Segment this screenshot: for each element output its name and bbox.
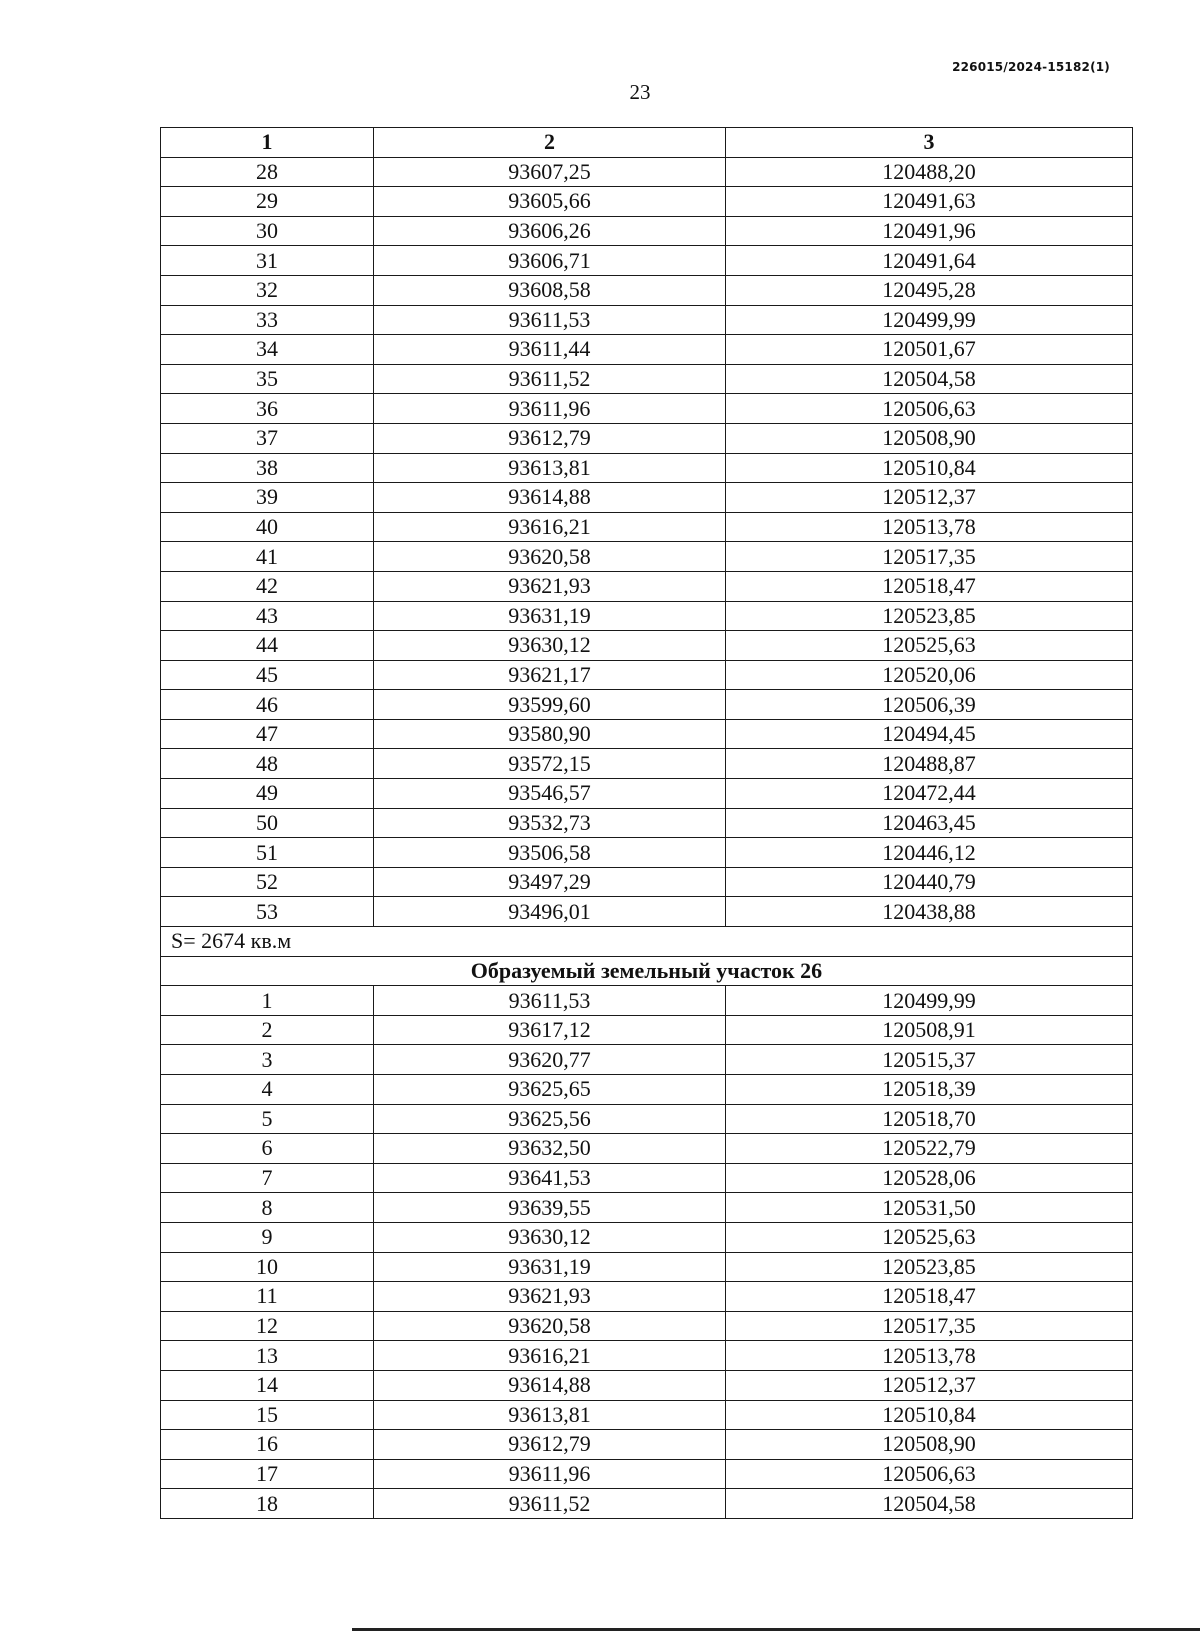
y-coordinate-cell: 120446,12 — [726, 838, 1133, 868]
x-coordinate-cell: 93606,26 — [374, 216, 726, 246]
table-row — [161, 542, 1133, 572]
y-coordinate-cell: 120495,28 — [726, 275, 1133, 305]
y-coordinate-cell: 120506,39 — [726, 690, 1133, 720]
point-number-cell: 30 — [161, 216, 374, 246]
point-number-cell: 35 — [161, 364, 374, 394]
point-number-cell: 16 — [161, 1430, 374, 1460]
x-coordinate-cell: 93632,50 — [374, 1134, 726, 1164]
point-number-cell: 51 — [161, 838, 374, 868]
x-coordinate-cell: 93580,90 — [374, 719, 726, 749]
y-coordinate-cell: 120440,79 — [726, 867, 1133, 897]
x-coordinate-cell: 93641,53 — [374, 1163, 726, 1193]
column-header-x: 2 — [374, 128, 726, 158]
x-coordinate-cell: 93613,81 — [374, 1400, 726, 1430]
y-coordinate-cell: 120472,44 — [726, 779, 1133, 809]
table-row — [161, 1430, 1133, 1460]
table-row — [161, 1282, 1133, 1312]
table-row — [161, 601, 1133, 631]
x-coordinate-cell: 93611,96 — [374, 394, 726, 424]
y-coordinate-cell: 120522,79 — [726, 1134, 1133, 1164]
x-coordinate-cell: 93612,79 — [374, 423, 726, 453]
x-coordinate-cell: 93611,53 — [374, 986, 726, 1016]
table-row — [161, 690, 1133, 720]
x-coordinate-cell: 93616,21 — [374, 512, 726, 542]
point-number-cell: 37 — [161, 423, 374, 453]
table-row — [161, 808, 1133, 838]
y-coordinate-cell: 120499,99 — [726, 986, 1133, 1016]
point-number-cell: 7 — [161, 1163, 374, 1193]
document-id: 226015/2024-15182(1) — [952, 60, 1110, 74]
table-row — [161, 1045, 1133, 1075]
x-coordinate-cell: 93625,56 — [374, 1104, 726, 1134]
y-coordinate-cell: 120518,47 — [726, 1282, 1133, 1312]
table-row — [161, 364, 1133, 394]
x-coordinate-cell: 93631,19 — [374, 601, 726, 631]
table-row — [161, 157, 1133, 187]
x-coordinate-cell: 93546,57 — [374, 779, 726, 809]
point-number-cell: 32 — [161, 275, 374, 305]
scan-edge-line — [352, 1628, 1200, 1631]
table-row — [161, 1075, 1133, 1105]
y-coordinate-cell: 120528,06 — [726, 1163, 1133, 1193]
table-row — [161, 1252, 1133, 1282]
y-coordinate-cell: 120488,20 — [726, 157, 1133, 187]
point-number-cell: 29 — [161, 187, 374, 217]
table-row — [161, 453, 1133, 483]
y-coordinate-cell: 120504,58 — [726, 364, 1133, 394]
x-coordinate-cell: 93497,29 — [374, 867, 726, 897]
y-coordinate-cell: 120525,63 — [726, 631, 1133, 661]
table-row — [161, 660, 1133, 690]
point-number-cell: 36 — [161, 394, 374, 424]
table-row — [161, 275, 1133, 305]
table-row — [161, 719, 1133, 749]
x-coordinate-cell: 93620,58 — [374, 542, 726, 572]
y-coordinate-cell: 120501,67 — [726, 335, 1133, 365]
table-row — [161, 483, 1133, 513]
point-number-cell: 50 — [161, 808, 374, 838]
point-number-cell: 3 — [161, 1045, 374, 1075]
table-row — [161, 1193, 1133, 1223]
point-number-cell: 15 — [161, 1400, 374, 1430]
y-coordinate-cell: 120510,84 — [726, 453, 1133, 483]
y-coordinate-cell: 120510,84 — [726, 1400, 1133, 1430]
y-coordinate-cell: 120508,90 — [726, 1430, 1133, 1460]
x-coordinate-cell: 93630,12 — [374, 631, 726, 661]
point-number-cell: 28 — [161, 157, 374, 187]
point-number-cell: 12 — [161, 1311, 374, 1341]
y-coordinate-cell: 120513,78 — [726, 1341, 1133, 1371]
x-coordinate-cell: 93620,58 — [374, 1311, 726, 1341]
point-number-cell: 39 — [161, 483, 374, 513]
point-number-cell: 31 — [161, 246, 374, 276]
x-coordinate-cell: 93611,96 — [374, 1459, 726, 1489]
coordinates-table-body — [161, 128, 1133, 1519]
x-coordinate-cell: 93621,17 — [374, 660, 726, 690]
point-number-cell: 2 — [161, 1015, 374, 1045]
point-number-cell: 4 — [161, 1075, 374, 1105]
point-number-cell: 49 — [161, 779, 374, 809]
table-row — [161, 187, 1133, 217]
y-coordinate-cell: 120494,45 — [726, 719, 1133, 749]
point-number-cell: 9 — [161, 1222, 374, 1252]
point-number-cell: 48 — [161, 749, 374, 779]
table-row — [161, 1222, 1133, 1252]
point-number-cell: 43 — [161, 601, 374, 631]
y-coordinate-cell: 120488,87 — [726, 749, 1133, 779]
x-coordinate-cell: 93625,65 — [374, 1075, 726, 1105]
x-coordinate-cell: 93599,60 — [374, 690, 726, 720]
point-number-cell: 6 — [161, 1134, 374, 1164]
x-coordinate-cell: 93611,53 — [374, 305, 726, 335]
point-number-cell: 45 — [161, 660, 374, 690]
y-coordinate-cell: 120518,70 — [726, 1104, 1133, 1134]
point-number-cell: 42 — [161, 571, 374, 601]
x-coordinate-cell: 93614,88 — [374, 483, 726, 513]
x-coordinate-cell: 93611,44 — [374, 335, 726, 365]
point-number-cell: 47 — [161, 719, 374, 749]
page-number: 23 — [629, 80, 651, 104]
column-header-y: 3 — [726, 128, 1133, 158]
point-number-cell: 41 — [161, 542, 374, 572]
x-coordinate-cell: 93611,52 — [374, 364, 726, 394]
x-coordinate-cell: 93616,21 — [374, 1341, 726, 1371]
table-row — [161, 1341, 1133, 1371]
point-number-cell: 10 — [161, 1252, 374, 1282]
y-coordinate-cell: 120512,37 — [726, 1370, 1133, 1400]
coordinates-table — [160, 127, 1133, 1519]
x-coordinate-cell: 93607,25 — [374, 157, 726, 187]
point-number-cell: 38 — [161, 453, 374, 483]
table-row — [161, 986, 1133, 1016]
table-row — [161, 1311, 1133, 1341]
table-row — [161, 867, 1133, 897]
y-coordinate-cell: 120512,37 — [726, 483, 1133, 513]
x-coordinate-cell: 93621,93 — [374, 1282, 726, 1312]
x-coordinate-cell: 93639,55 — [374, 1193, 726, 1223]
point-number-cell: 40 — [161, 512, 374, 542]
y-coordinate-cell: 120531,50 — [726, 1193, 1133, 1223]
table-row — [161, 749, 1133, 779]
x-coordinate-cell: 93608,58 — [374, 275, 726, 305]
y-coordinate-cell: 120506,63 — [726, 394, 1133, 424]
table-row — [161, 394, 1133, 424]
y-coordinate-cell: 120491,96 — [726, 216, 1133, 246]
x-coordinate-cell: 93611,52 — [374, 1489, 726, 1519]
y-coordinate-cell: 120523,85 — [726, 1252, 1133, 1282]
y-coordinate-cell: 120513,78 — [726, 512, 1133, 542]
y-coordinate-cell: 120523,85 — [726, 601, 1133, 631]
table-row — [161, 423, 1133, 453]
y-coordinate-cell: 120499,99 — [726, 305, 1133, 335]
section-title: Образуемый земельный участок 26 — [161, 956, 1133, 986]
y-coordinate-cell: 120515,37 — [726, 1045, 1133, 1075]
y-coordinate-cell: 120508,91 — [726, 1015, 1133, 1045]
column-header-point: 1 — [161, 128, 374, 158]
area-label: S= 2674 кв.м — [161, 927, 1133, 957]
point-number-cell: 44 — [161, 631, 374, 661]
point-number-cell: 14 — [161, 1370, 374, 1400]
y-coordinate-cell: 120463,45 — [726, 808, 1133, 838]
x-coordinate-cell: 93605,66 — [374, 187, 726, 217]
x-coordinate-cell: 93617,12 — [374, 1015, 726, 1045]
table-row — [161, 1104, 1133, 1134]
section-title-row — [161, 956, 1133, 986]
table-row — [161, 571, 1133, 601]
x-coordinate-cell: 93606,71 — [374, 246, 726, 276]
area-label-row — [161, 927, 1133, 957]
x-coordinate-cell: 93496,01 — [374, 897, 726, 927]
table-row — [161, 779, 1133, 809]
point-number-cell: 8 — [161, 1193, 374, 1223]
table-row — [161, 631, 1133, 661]
point-number-cell: 17 — [161, 1459, 374, 1489]
x-coordinate-cell: 93631,19 — [374, 1252, 726, 1282]
table-row — [161, 512, 1133, 542]
table-row — [161, 1400, 1133, 1430]
point-number-cell: 33 — [161, 305, 374, 335]
point-number-cell: 46 — [161, 690, 374, 720]
y-coordinate-cell: 120508,90 — [726, 423, 1133, 453]
y-coordinate-cell: 120517,35 — [726, 1311, 1133, 1341]
point-number-cell: 11 — [161, 1282, 374, 1312]
y-coordinate-cell: 120491,64 — [726, 246, 1133, 276]
point-number-cell: 52 — [161, 867, 374, 897]
y-coordinate-cell: 120518,39 — [726, 1075, 1133, 1105]
x-coordinate-cell: 93612,79 — [374, 1430, 726, 1460]
y-coordinate-cell: 120525,63 — [726, 1222, 1133, 1252]
x-coordinate-cell: 93613,81 — [374, 453, 726, 483]
x-coordinate-cell: 93614,88 — [374, 1370, 726, 1400]
table-row — [161, 305, 1133, 335]
y-coordinate-cell: 120520,06 — [726, 660, 1133, 690]
y-coordinate-cell: 120506,63 — [726, 1459, 1133, 1489]
y-coordinate-cell: 120517,35 — [726, 542, 1133, 572]
y-coordinate-cell: 120504,58 — [726, 1489, 1133, 1519]
y-coordinate-cell: 120491,63 — [726, 187, 1133, 217]
point-number-cell: 5 — [161, 1104, 374, 1134]
x-coordinate-cell: 93572,15 — [374, 749, 726, 779]
table-row — [161, 1489, 1133, 1519]
table-row — [161, 335, 1133, 365]
table-row — [161, 897, 1133, 927]
point-number-cell: 13 — [161, 1341, 374, 1371]
x-coordinate-cell: 93620,77 — [374, 1045, 726, 1075]
point-number-cell: 1 — [161, 986, 374, 1016]
y-coordinate-cell: 120518,47 — [726, 571, 1133, 601]
table-row — [161, 1134, 1133, 1164]
point-number-cell: 53 — [161, 897, 374, 927]
table-row — [161, 1459, 1133, 1489]
table-row — [161, 246, 1133, 276]
table-row — [161, 1163, 1133, 1193]
table-header-row — [161, 128, 1133, 158]
table-row — [161, 216, 1133, 246]
table-row — [161, 838, 1133, 868]
y-coordinate-cell: 120438,88 — [726, 897, 1133, 927]
table-row — [161, 1015, 1133, 1045]
table-row — [161, 1370, 1133, 1400]
point-number-cell: 18 — [161, 1489, 374, 1519]
x-coordinate-cell: 93532,73 — [374, 808, 726, 838]
x-coordinate-cell: 93506,58 — [374, 838, 726, 868]
x-coordinate-cell: 93630,12 — [374, 1222, 726, 1252]
point-number-cell: 34 — [161, 335, 374, 365]
x-coordinate-cell: 93621,93 — [374, 571, 726, 601]
